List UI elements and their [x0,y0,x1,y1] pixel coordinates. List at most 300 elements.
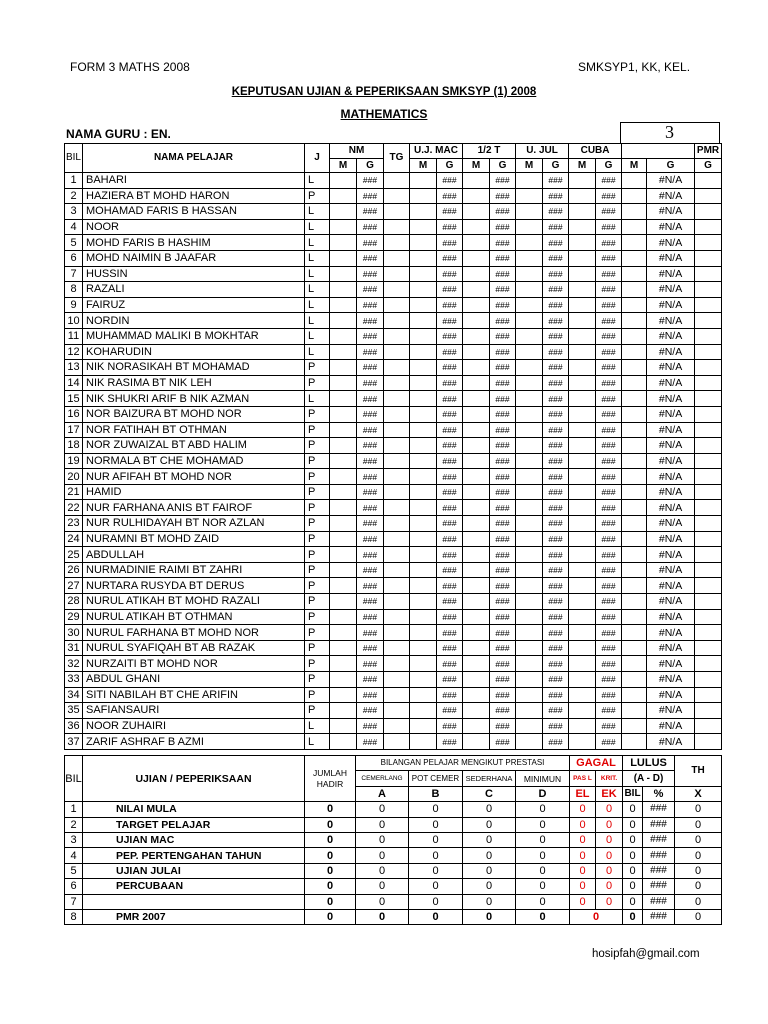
student-name: HUSSIN [83,266,305,282]
half-t-m [463,328,490,344]
summary-pct: ### [643,894,675,909]
cuba-m [569,594,596,610]
summary-label [83,894,305,909]
half-t-m [463,625,490,641]
u-jul-g: ### [543,547,569,563]
pmr-g [695,625,722,641]
sum-pasl: PAS L [570,771,596,786]
summary-x: 0 [675,802,722,817]
summary-c: 0 [463,879,516,894]
summary-label: TARGET PELAJAR [83,817,305,832]
uj-mac-g: ### [437,344,463,360]
u-jul-g: ### [543,282,569,298]
cuba-m [569,328,596,344]
blank-m [622,328,647,344]
u-jul-m [516,531,543,547]
u-jul-g: ### [543,484,569,500]
sum-col-bilangan: BILANGAN PELAJAR MENGIKUT PRESTASI [356,756,570,771]
blank-g: #N/A [647,640,695,656]
student-bil: 2 [65,188,83,204]
blank-g: #N/A [647,500,695,516]
u-jul-g: ### [543,734,569,750]
tg [384,484,410,500]
cuba-g: ### [596,547,622,563]
nm-g: ### [357,469,384,485]
pmr-g [695,469,722,485]
summary-a: 0 [356,879,409,894]
student-row [65,640,722,656]
u-jul-m [516,469,543,485]
summary-el: 0 [570,863,596,878]
blank-m [622,734,647,750]
summary-x: 0 [675,894,722,909]
student-name: NURUL FARHANA BT MOHD NOR [83,625,305,641]
student-row [65,609,722,625]
summary-x: 0 [675,863,722,878]
half-t-m [463,453,490,469]
summary-hadir: 0 [305,863,356,878]
tg [384,562,410,578]
student-name: NOR BAIZURA BT MOHD NOR [83,406,305,422]
tg [384,453,410,469]
student-name: NOR ZUWAIZAL BT ABD HALIM [83,438,305,454]
sum-range: (A - D) [623,771,675,786]
student-name: MUHAMMAD MALIKI B MOKHTAR [83,328,305,344]
cuba-m [569,438,596,454]
cuba-m [569,484,596,500]
blank-m [622,313,647,329]
cuba-g: ### [596,219,622,235]
summary-a: 0 [356,832,409,847]
student-bil: 18 [65,438,83,454]
sum-bil2: BIL [623,786,643,801]
cuba-m [569,703,596,719]
pmr-g [695,547,722,563]
tg [384,578,410,594]
half-t-m [463,344,490,360]
blank-g: #N/A [647,204,695,220]
sub-g: G [490,159,516,173]
pmr-g [695,282,722,298]
half-t-m [463,640,490,656]
uj-mac-g: ### [437,204,463,220]
cuba-g: ### [596,656,622,672]
half-t-g: ### [490,344,516,360]
summary-x: 0 [675,909,722,924]
tg [384,344,410,360]
nm-g: ### [357,422,384,438]
sub-g: G [357,159,384,173]
summary-ek: 0 [596,863,623,878]
summary-b: 0 [409,832,463,847]
u-jul-g: ### [543,500,569,516]
half-t-m [463,718,490,734]
blank-m [622,469,647,485]
col-uj-mac: U.J. MAC [410,144,463,159]
student-bil: 12 [65,344,83,360]
tg [384,391,410,407]
u-jul-g: ### [543,609,569,625]
half-t-g: ### [490,500,516,516]
half-t-m [463,219,490,235]
student-gender: P [305,625,330,641]
cuba-g: ### [596,531,622,547]
sum-pct: % [643,786,675,801]
report-title: KEPUTUSAN UJIAN & PEPERIKSAAN SMKSYP (1) 2008 [231,86,537,98]
nm-m [330,672,357,688]
summary-table [64,755,722,925]
summary-ek: 0 [596,879,623,894]
pmr-g [695,500,722,516]
blank-g: #N/A [647,250,695,266]
u-jul-m [516,500,543,516]
uj-mac-g: ### [437,516,463,532]
uj-mac-g: ### [437,469,463,485]
student-bil: 9 [65,297,83,313]
cuba-g: ### [596,173,622,189]
student-row [65,282,722,298]
summary-lulus-bil: 0 [623,894,643,909]
half-t-m [463,282,490,298]
cuba-g: ### [596,375,622,391]
student-row [65,266,722,282]
summary-lulus-bil: 0 [623,909,643,924]
cuba-m [569,375,596,391]
cuba-m [569,173,596,189]
student-bil: 35 [65,703,83,719]
student-row [65,360,722,376]
student-bil: 36 [65,718,83,734]
nm-m [330,360,357,376]
blank-m [622,235,647,251]
blank-g: #N/A [647,297,695,313]
nm-g: ### [357,562,384,578]
u-jul-g: ### [543,640,569,656]
blank-g: #N/A [647,578,695,594]
pmr-g [695,250,722,266]
uj-mac-g: ### [437,328,463,344]
pmr-g [695,391,722,407]
half-t-m [463,703,490,719]
uj-mac-m [410,282,437,298]
student-bil: 16 [65,406,83,422]
nm-m [330,235,357,251]
cuba-g: ### [596,188,622,204]
nm-m [330,594,357,610]
student-gender: P [305,578,330,594]
summary-bil: 7 [65,894,83,909]
nm-g: ### [357,594,384,610]
student-bil: 23 [65,516,83,532]
cuba-g: ### [596,360,622,376]
pmr-g [695,578,722,594]
tg [384,687,410,703]
student-gender: P [305,438,330,454]
student-name: MOHD NAIMIN B JAAFAR [83,250,305,266]
tg [384,297,410,313]
u-jul-m [516,313,543,329]
student-bil: 37 [65,734,83,750]
blank-g: #N/A [647,360,695,376]
blank-m [622,609,647,625]
student-bil: 6 [65,250,83,266]
blank-m [622,672,647,688]
pmr-g [695,516,722,532]
summary-el: 0 [570,894,596,909]
cuba-m [569,625,596,641]
summary-d: 0 [516,832,570,847]
blank-g: #N/A [647,219,695,235]
uj-mac-g: ### [437,625,463,641]
pmr-g [695,313,722,329]
summary-pct: ### [643,879,675,894]
summary-hadir: 0 [305,832,356,847]
uj-mac-g: ### [437,531,463,547]
u-jul-g: ### [543,375,569,391]
uj-mac-m [410,562,437,578]
blank-m [622,656,647,672]
half-t-g: ### [490,687,516,703]
student-bil: 5 [65,235,83,251]
summary-el: 0 [570,817,596,832]
nm-g: ### [357,297,384,313]
blank-g: #N/A [647,625,695,641]
nm-g: ### [357,609,384,625]
student-name: NURUL ATIKAH BT OTHMAN [83,609,305,625]
blank-g: #N/A [647,282,695,298]
u-jul-g: ### [543,250,569,266]
student-gender: L [305,250,330,266]
half-t-m [463,313,490,329]
sum-cemerlang: CEMERLANG [356,771,409,786]
u-jul-g: ### [543,360,569,376]
student-row [65,344,722,360]
half-t-m [463,438,490,454]
summary-b: 0 [409,848,463,863]
student-bil: 11 [65,328,83,344]
cuba-m [569,422,596,438]
pmr-g [695,687,722,703]
half-t-m [463,422,490,438]
student-row [65,173,722,189]
u-jul-g: ### [543,438,569,454]
half-t-g: ### [490,360,516,376]
blank-g: #N/A [647,718,695,734]
u-jul-g: ### [543,204,569,220]
blank-m [622,219,647,235]
u-jul-m [516,406,543,422]
uj-mac-g: ### [437,297,463,313]
student-name: NIK NORASIKAH BT MOHAMAD [83,360,305,376]
student-name: SITI NABILAH BT CHE ARIFIN [83,687,305,703]
u-jul-m [516,344,543,360]
sum-col-gagal: GAGAL [570,756,623,771]
tg [384,250,410,266]
blank-g: #N/A [647,609,695,625]
half-t-g: ### [490,282,516,298]
u-jul-m [516,328,543,344]
student-row [65,484,722,500]
student-bil: 4 [65,219,83,235]
blank-m [622,438,647,454]
nm-g: ### [357,531,384,547]
uj-mac-m [410,344,437,360]
student-row [65,219,722,235]
blank-g: #N/A [647,672,695,688]
student-row [65,703,722,719]
uj-mac-g: ### [437,609,463,625]
half-t-m [463,297,490,313]
pmr-g [695,188,722,204]
student-gender: P [305,594,330,610]
nm-m [330,734,357,750]
tg [384,500,410,516]
table-header-row [65,144,722,159]
cuba-m [569,500,596,516]
nm-m [330,516,357,532]
u-jul-m [516,250,543,266]
uj-mac-g: ### [437,422,463,438]
student-gender: P [305,422,330,438]
col-nm: NM [330,144,384,159]
uj-mac-g: ### [437,235,463,251]
student-bil: 3 [65,204,83,220]
uj-mac-m [410,734,437,750]
cuba-g: ### [596,594,622,610]
student-name: NURMADINIE RAIMI BT ZAHRI [83,562,305,578]
half-t-g: ### [490,422,516,438]
cuba-g: ### [596,500,622,516]
student-row [65,562,722,578]
uj-mac-m [410,625,437,641]
half-t-m [463,250,490,266]
cuba-m [569,297,596,313]
uj-mac-g: ### [437,656,463,672]
student-name: HAMID [83,484,305,500]
student-gender: P [305,484,330,500]
nm-g: ### [357,282,384,298]
uj-mac-g: ### [437,391,463,407]
half-t-g: ### [490,609,516,625]
cuba-m [569,188,596,204]
nm-m [330,282,357,298]
u-jul-m [516,188,543,204]
summary-d: 0 [516,879,570,894]
blank-g: #N/A [647,266,695,282]
student-row [65,531,722,547]
cuba-m [569,344,596,360]
tg [384,204,410,220]
pmr-g [695,609,722,625]
student-gender: L [305,235,330,251]
student-name: NURTARA RUSYDA BT DERUS [83,578,305,594]
half-t-m [463,562,490,578]
half-t-g: ### [490,328,516,344]
cuba-m [569,672,596,688]
summary-ek: 0 [596,894,623,909]
student-bil: 22 [65,500,83,516]
cuba-g: ### [596,438,622,454]
summary-row [65,848,722,863]
cuba-m [569,406,596,422]
sub-m: M [463,159,490,173]
nm-m [330,406,357,422]
u-jul-g: ### [543,344,569,360]
half-t-m [463,188,490,204]
cuba-m [569,531,596,547]
summary-d: 0 [516,817,570,832]
tg [384,594,410,610]
nm-g: ### [357,453,384,469]
blank-m [622,266,647,282]
summary-c: 0 [463,832,516,847]
sum-col-lulus: LULUS [623,756,675,771]
nm-m [330,687,357,703]
u-jul-m [516,204,543,220]
student-row [65,328,722,344]
summary-b: 0 [409,863,463,878]
tg [384,375,410,391]
summary-c: 0 [463,863,516,878]
form-label: FORM 3 MATHS 2008 [70,60,190,74]
half-t-m [463,391,490,407]
cuba-m [569,516,596,532]
student-name: NURUL ATIKAH BT MOHD RAZALI [83,594,305,610]
student-row [65,578,722,594]
cuba-g: ### [596,344,622,360]
uj-mac-m [410,531,437,547]
blank-g: #N/A [647,235,695,251]
half-t-g: ### [490,640,516,656]
summary-hadir: 0 [305,879,356,894]
half-t-g: ### [490,531,516,547]
tg [384,609,410,625]
student-gender: L [305,219,330,235]
student-bil: 24 [65,531,83,547]
uj-mac-m [410,313,437,329]
summary-x: 0 [675,848,722,863]
summary-label: UJIAN JULAI [83,863,305,878]
half-t-g: ### [490,734,516,750]
uj-mac-g: ### [437,562,463,578]
cuba-g: ### [596,297,622,313]
tg [384,672,410,688]
tg [384,547,410,563]
student-row [65,687,722,703]
cuba-m [569,656,596,672]
half-t-g: ### [490,672,516,688]
student-gender: P [305,406,330,422]
half-t-m [463,360,490,376]
blank-g: #N/A [647,703,695,719]
sum-d: D [516,786,570,801]
sub-m: M [330,159,357,173]
summary-gagal: 0 [570,909,623,924]
student-name: NOOR [83,219,305,235]
cuba-m [569,250,596,266]
nm-g: ### [357,360,384,376]
pmr-g [695,640,722,656]
pmr-g [695,438,722,454]
u-jul-g: ### [543,656,569,672]
blank-m [622,204,647,220]
nm-g: ### [357,391,384,407]
student-bil: 19 [65,453,83,469]
pmr-g [695,594,722,610]
student-gender: L [305,344,330,360]
sum-sederhana: SEDERHANA [463,771,516,786]
u-jul-g: ### [543,422,569,438]
